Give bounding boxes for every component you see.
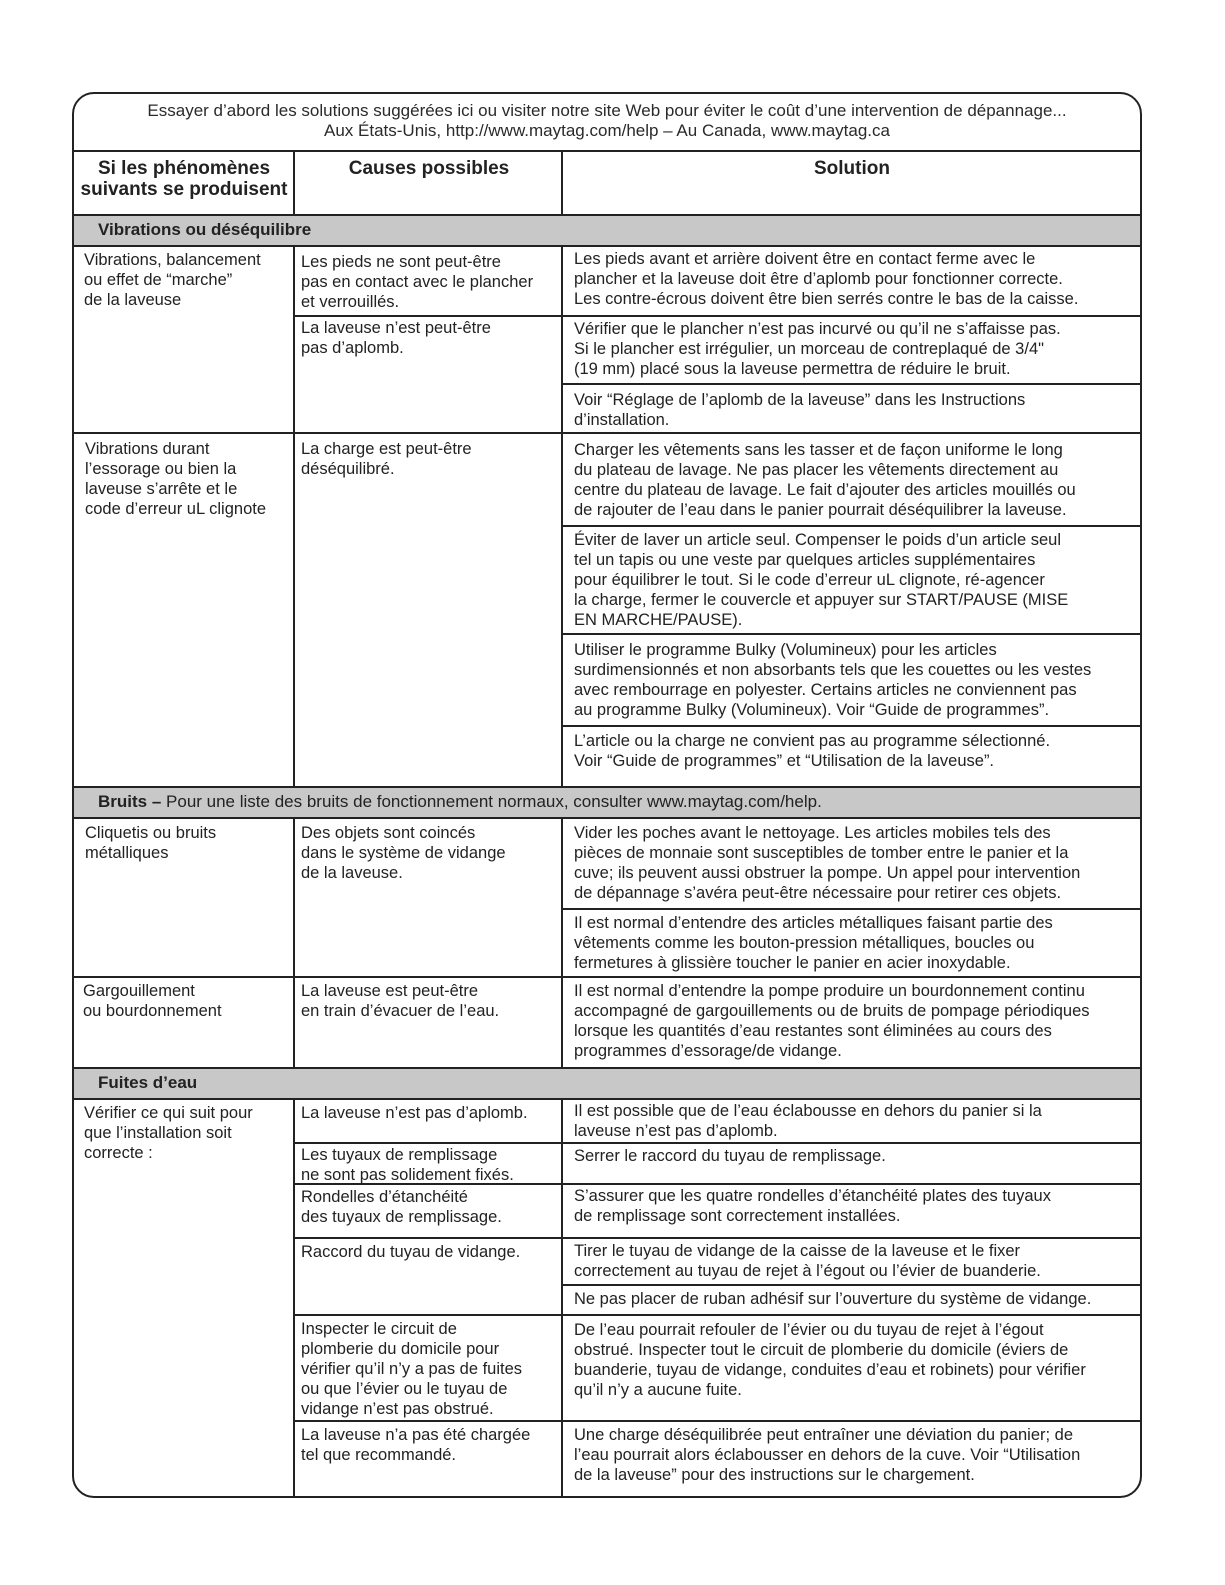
cause-cell: Rondelles d’étanchéité des tuyaux de remplissage.: [301, 1188, 502, 1226]
solution-cell: Il est normal d’entendre des articles métalliques faisant partie des vêtements comme les bouton-pression métalliques, boucles ou fermetures à glissière toucher le panier en acier inoxydable.: [574, 914, 1053, 972]
solution-cell: Serrer le raccord du tuyau de remplissage.: [574, 1147, 886, 1165]
solution-cell: L’article ou la charge ne convient pas au programme sélectionné. Voir “Guide de programmes” et “Utilisation de la laveuse”.: [574, 732, 1051, 770]
solution-cell: S’assurer que les quatre rondelles d’étanchéité plates des tuyaux de remplissage sont correctement installées.: [574, 1187, 1051, 1225]
solution-cell: Éviter de laver un article seul. Compenser le poids d’un article seul tel un tapis ou une veste par quelques articles supplémentaires pour équilibrer le tout. Si le code d’erreur uL clignote, ré-agencer la charge, fermer le couvercle et appuyer sur START/PAUSE (MISE EN MARCHE/PAUSE).: [574, 531, 1069, 629]
section-title: Fuites d’eau: [98, 1073, 198, 1092]
solution-cell: Une charge déséquilibrée peut entraîner une déviation du panier; de l’eau pourrait alors éclabousser en dehors de la cuve. Voir “Utilisation de la laveuse” pour des instructions sur le chargement.: [574, 1426, 1081, 1484]
section-title: Vibrations ou déséquilibre: [98, 220, 312, 239]
section-title: Bruits –: [98, 792, 162, 811]
symptom-cell: Gargouillement ou bourdonnement: [83, 982, 222, 1020]
section-fuites: [74, 1067, 1140, 1100]
solution-cell: Tirer le tuyau de vidange de la caisse de la laveuse et le fixer correctement au tuyau de rejet à l’égout ou l’évier de buanderie.: [574, 1242, 1041, 1280]
symptom-cell: Cliquetis ou bruits métalliques: [85, 824, 217, 862]
cause-cell: La charge est peut-être déséquilibré.: [301, 440, 472, 478]
solution-cell: De l’eau pourrait refouler de l’évier ou du tuyau de rejet à l’égout obstrué. Inspecter tout le circuit de plomberie du domicile (éviers de buanderie, tuyau de vidange, conduites d’eau et robinets) pour vérifier qu’il n’y a aucune fuite.: [574, 1321, 1086, 1399]
troubleshooting-table: [72, 92, 1142, 1498]
header-causes: Causes possibles: [348, 158, 510, 179]
cause-cell: La laveuse est peut-être en train d’évacuer de l’eau.: [301, 982, 500, 1020]
solution-cell: Il est normal d’entendre la pompe produire un bourdonnement continu accompagné de gargouillements ou de bruits de pompage périodiques lorsque les quantités d’eau restantes sont éliminées au cours des programmes d’essorage/de vidange.: [574, 982, 1090, 1060]
symptom-cell: Vibrations durant l’essorage ou bien la laveuse s’arrête et le code d’erreur uL clignote: [85, 440, 267, 518]
section-vibrations: [74, 214, 1140, 247]
cause-cell: Raccord du tuyau de vidange.: [301, 1243, 521, 1261]
cause-cell: Des objets sont coincés dans le système de vidange de la laveuse.: [301, 824, 506, 882]
header-solution: Solution: [814, 158, 890, 179]
solution-cell: Charger les vêtements sans les tasser et de façon uniforme le long du plateau de lavage. Ne pas placer les vêtements directement au centre du plateau de lavage. Le fait d’ajouter des articles mouillés ou de rajouter de l’eau dans le panier pourrait déséquilibrer la laveuse.: [574, 441, 1076, 519]
cause-cell: Les tuyaux de remplissage ne sont pas solidement fixés.: [301, 1146, 514, 1184]
cause-cell: Les pieds ne sont peut-être pas en contact avec le plancher et verrouillés.: [301, 253, 534, 311]
intro-line-2: Aux États-Unis, http://www.maytag.com/help – Au Canada, www.maytag.ca: [324, 121, 890, 140]
symptom-cell: Vérifier ce qui suit pour que l’installation soit correcte :: [84, 1104, 253, 1162]
intro-banner: [74, 94, 1140, 152]
intro-line-1: Essayer d’abord les solutions suggérées ici ou visiter notre site Web pour éviter le coût d’une intervention de dépannage...: [147, 101, 1067, 120]
solution-cell: Ne pas placer de ruban adhésif sur l’ouverture du système de vidange.: [574, 1290, 1092, 1308]
solution-cell: Vider les poches avant le nettoyage. Les articles mobiles tels des pièces de monnaie sont susceptibles de tomber entre le panier et la cuve; ils peuvent aussi obstruer la pompe. Un appel pour intervention de dépannage s’avéra peut-être nécessaire pour retirer ces objets.: [574, 824, 1081, 902]
header-symptom: Si les phénomènes suivants se produisent: [80, 158, 288, 200]
solution-cell: Voir “Réglage de l’aplomb de la laveuse” dans les Instructions d’installation.: [574, 391, 1026, 429]
solution-cell: Les pieds avant et arrière doivent être en contact ferme avec le plancher et la laveuse doit être d’aplomb pour fonctionner correcte. Les contre-écrous doivent être bien serrés contre le bas de la caisse.: [574, 250, 1079, 308]
cause-cell: La laveuse n’a pas été chargée tel que recommandé.: [301, 1426, 531, 1464]
section-bruits: [74, 786, 1140, 819]
cause-cell: La laveuse n’est pas d’aplomb.: [301, 1104, 528, 1122]
solution-cell: Utiliser le programme Bulky (Volumineux) pour les articles surdimensionnés et non absorbants tels que les couettes ou les vestes avec rembourrage en polyester. Certains articles ne conviennent pas au programme Bulky (Volumineux). Voir “Guide de programmes”.: [574, 641, 1092, 719]
section-note: Pour une liste des bruits de fonctionnement normaux, consulter www.maytag.com/help.: [161, 792, 822, 811]
solution-cell: Vérifier que le plancher n’est pas incurvé ou qu’il ne s’affaisse pas. Si le plancher est irrégulier, un morceau de contreplaqué de 3/4" (19 mm) placé sous la laveuse permettra de réduire le bruit.: [574, 320, 1061, 378]
solution-cell: Il est possible que de l’eau éclabousse en dehors du panier si la laveuse n’est pas d’aplomb.: [574, 1102, 1042, 1140]
cause-cell: Inspecter le circuit de plomberie du domicile pour vérifier qu’il n’y a pas de fuites ou que l’évier ou le tuyau de vidange n’est pas obstrué.: [301, 1320, 523, 1418]
cause-cell: La laveuse n’est peut-être pas d’aplomb.: [301, 319, 491, 357]
symptom-cell: Vibrations, balancement ou effet de “marche” de la laveuse: [84, 251, 261, 309]
